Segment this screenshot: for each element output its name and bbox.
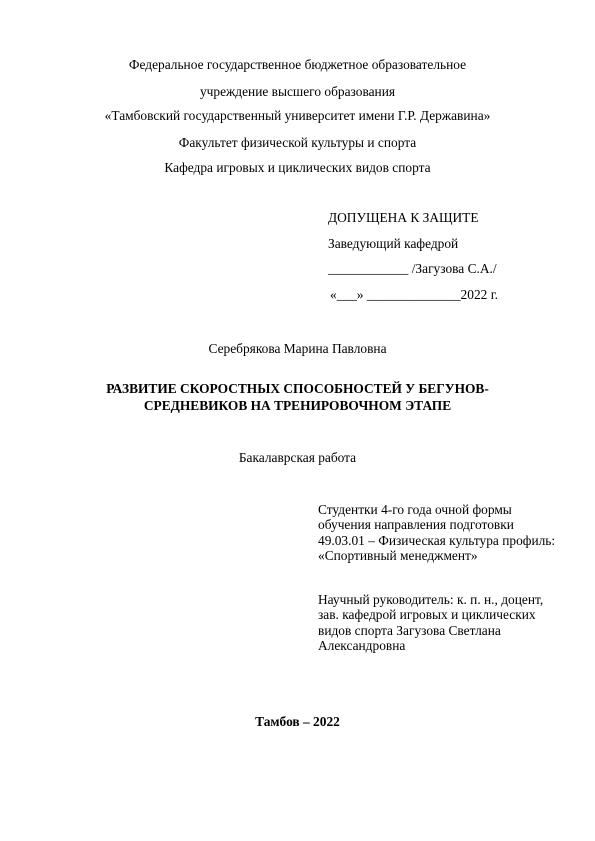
student-info: Студентки 4-го года очной формы обучения направления подготовки 49.03.01 – Физическая культура профиль: «Спортивный менеджмент»: [318, 502, 556, 564]
header-line-1: Федеральное государственное бюджетное образовательное: [128, 57, 467, 72]
header-line-2: учреждение высшего образования: [199, 84, 396, 99]
approval-signature: ____________ /Загузова С.А./: [328, 261, 497, 276]
thesis-title-line-1: РАЗВИТИЕ СКОРОСТНЫХ СПОСОБНОСТЕЙ У БЕГУНОВ-: [106, 381, 489, 396]
supervisor-info: Научный руководитель: к. п. н., доцент, зав. кафедрой игровых и циклических видов спорта Загузова Светлана Александровна: [318, 592, 544, 654]
thesis-title-line-2: СРЕДНЕВИКОВ НА ТРЕНИРОВОЧНОМ ЭТАПЕ: [143, 398, 452, 413]
city-year-footer: Тамбов – 2022: [255, 714, 340, 729]
approval-date: «___» ______________2022 г.: [330, 287, 499, 302]
approval-position: Заведующий кафедрой: [328, 236, 459, 251]
header-line-4: Факультет физической культуры и спорта: [178, 135, 417, 150]
header-line-3: «Тамбовский государственный университет имени Г.Р. Державина»: [104, 108, 491, 123]
author-name: Серебрякова Марина Павловна: [208, 341, 387, 356]
header-line-5: Кафедра игровых и циклических видов спорта: [164, 160, 431, 175]
work-type: Бакалаврская работа: [238, 450, 357, 465]
approval-title: ДОПУЩЕНА К ЗАЩИТЕ: [328, 210, 479, 225]
